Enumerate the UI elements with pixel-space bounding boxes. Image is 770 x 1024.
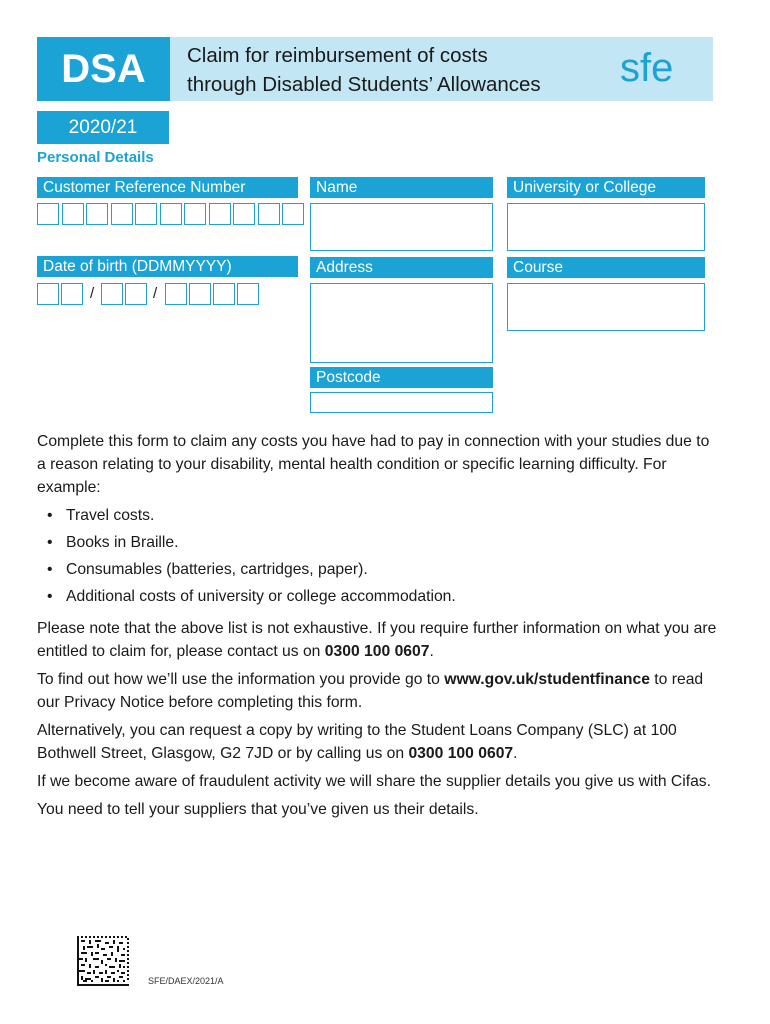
qr-code-icon (77, 936, 129, 986)
dob-year-box[interactable] (165, 283, 187, 305)
privacy-paragraph (37, 668, 717, 714)
contact-text-end: . (429, 643, 434, 660)
phone-number: 0300 100 0607 (324, 643, 430, 660)
name-label: Name (310, 177, 493, 198)
form-title-line-1: Claim for reimbursement of costs (187, 44, 488, 67)
crn-digit-box[interactable] (37, 203, 59, 225)
crn-label: Customer Reference Number (37, 177, 298, 198)
dob-separator: / (90, 285, 95, 302)
crn-digit-box[interactable] (62, 203, 84, 225)
dob-field[interactable] (37, 283, 267, 307)
privacy-text: To find out how we’ll use the information you provide go to (37, 671, 445, 688)
copy-request-text: Alternatively, you can request a copy by writing to the Student Loans Company (SLC) at 100 Bothwell Street, Glasgow, G2 7JD or by calling us on (37, 722, 677, 762)
crn-digit-box[interactable] (233, 203, 255, 225)
phone-number: 0300 100 0607 (408, 745, 514, 762)
fraud-paragraph: If we become aware of fraudulent activity we will share the supplier details you give us with Cifas. (37, 773, 712, 790)
crn-digit-box[interactable] (184, 203, 206, 225)
personal-details-heading: Personal Details (37, 149, 154, 166)
form-title (187, 41, 617, 99)
crn-digit-box[interactable] (111, 203, 133, 225)
crn-digit-box[interactable] (282, 203, 304, 225)
dob-day-box[interactable] (61, 283, 83, 305)
dob-separator: / (153, 285, 158, 302)
postcode-label: Postcode (310, 367, 493, 388)
intro-paragraph: Complete this form to claim any costs you have had to pay in connection with your studies due to a reason relating to your disability, mental health condition or specific learning difficulty. For example: (37, 433, 710, 496)
dob-year-box[interactable] (213, 283, 235, 305)
dob-month-box[interactable] (101, 283, 123, 305)
instructions (37, 430, 717, 826)
university-field[interactable] (507, 203, 705, 251)
dob-month-box[interactable] (125, 283, 147, 305)
copy-request-paragraph (37, 719, 717, 765)
privacy-text-end: to read our Privacy Notice before completing this form. (37, 671, 704, 711)
form-title-line-2: through Disabled Students’ Allowances (187, 73, 541, 96)
list-item: • Additional costs of university or college accommodation. (37, 585, 717, 612)
dob-label: Date of birth (DDMMYYYY) (37, 256, 298, 277)
crn-digit-box[interactable] (160, 203, 182, 225)
address-label: Address (310, 257, 493, 278)
copy-request-text-end: . (513, 745, 518, 762)
address-field[interactable] (310, 283, 493, 363)
privacy-link[interactable]: www.gov.uk/studentfinance (444, 671, 650, 688)
contact-paragraph (37, 617, 717, 663)
name-field[interactable] (310, 203, 493, 251)
contact-text: Please note that the above list is not exhaustive. If you require further information on what you are entitled to claim for, please contact us on (37, 620, 717, 660)
form-reference: SFE/DAEX/2021/A (148, 976, 224, 986)
university-label: University or College (507, 177, 705, 198)
crn-digit-box[interactable] (258, 203, 280, 225)
dsa-badge: DSA (37, 37, 170, 101)
course-label: Course (507, 257, 705, 278)
crn-digit-box[interactable] (209, 203, 231, 225)
suppliers-paragraph: You need to tell your suppliers that you’ve given us their details. (37, 801, 479, 818)
crn-digit-box[interactable] (135, 203, 157, 225)
crn-digit-box[interactable] (86, 203, 108, 225)
dob-year-box[interactable] (237, 283, 259, 305)
sfe-logo: sfe (620, 46, 674, 90)
list-item: • Consumables (batteries, cartridges, paper). (37, 558, 717, 585)
examples-list (37, 504, 717, 612)
course-field[interactable] (507, 283, 705, 331)
dob-day-box[interactable] (37, 283, 59, 305)
academic-year-badge: 2020/21 (37, 111, 169, 144)
list-item: • Travel costs. (37, 504, 717, 531)
list-item: • Books in Braille. (37, 531, 717, 558)
dob-year-box[interactable] (189, 283, 211, 305)
crn-field[interactable] (37, 203, 307, 227)
postcode-field[interactable] (310, 392, 493, 413)
